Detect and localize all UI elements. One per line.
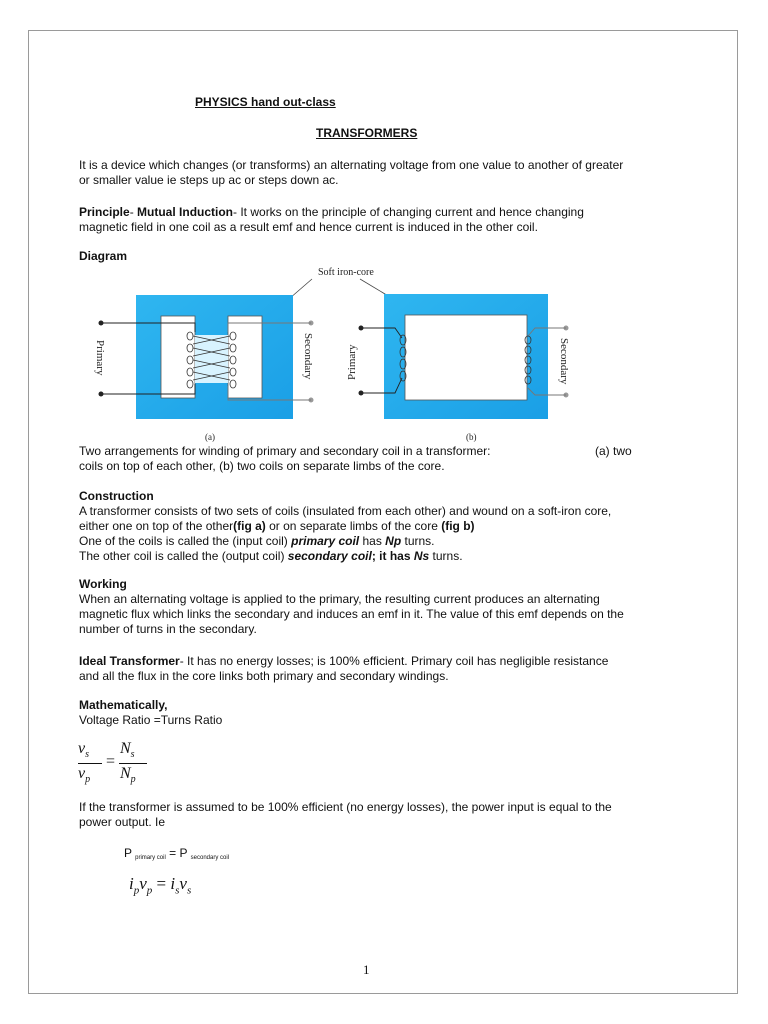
math-subheading: Voltage Ratio =Turns Ratio (79, 713, 223, 727)
ideal-line: and all the flux in the core links both primary and secondary windings. (79, 669, 449, 683)
ideal-label: Ideal Transformer (79, 654, 180, 668)
power-equation: P primary coil = P secondary coil (124, 846, 230, 861)
caption-text-right: (a) two (595, 444, 632, 458)
current-voltage-equation: $i_pv_p = i_sv_s$ (129, 874, 192, 897)
principle-text: - It works on the principle of changing current and hence changing (233, 205, 584, 219)
power-line: If the transformer is assumed to be 100% efficient (no energy losses), the power input is equal to the (79, 800, 612, 814)
working-section (79, 577, 659, 637)
window-b (405, 315, 527, 400)
working-heading: Working (79, 577, 127, 591)
core-label: Soft iron-core (318, 267, 374, 278)
math-heading: Mathematically, (79, 698, 168, 712)
figure-a (94, 295, 314, 442)
page-heading: TRANSFORMERS (316, 126, 418, 140)
working-line: When an alternating voltage is applied to the primary, the resulting current produces an alternating (79, 592, 600, 606)
ideal-transformer-section (79, 654, 659, 684)
construction-heading: Construction (79, 489, 154, 503)
working-line: number of turns in the secondary. (79, 622, 257, 636)
diagram-heading: Diagram (79, 249, 128, 263)
caption-text: Two arrangements for winding of primary and secondary coil in a transformer: (79, 444, 491, 458)
secondary-label-a: Secondary (302, 333, 314, 380)
principle-sep: - (129, 205, 138, 219)
principle-label: Principle (79, 205, 130, 219)
window-a-left (161, 316, 195, 398)
document-title: PHYSICS hand out-class (195, 95, 336, 109)
ideal-text: - It has no energy losses; is 100% efficient. Primary coil has negligible resistance (179, 654, 609, 668)
power-paragraph (79, 800, 659, 830)
page-number: 1 (363, 962, 370, 977)
caption-line: coils on top of each other, (b) two coils on separate limbs of the core. (79, 459, 445, 473)
primary-label-b: Primary (346, 344, 358, 380)
secondary-label-b: Secondary (558, 338, 570, 385)
principle-name: Mutual Induction (137, 205, 234, 219)
fig-b-caption: (b) (466, 432, 477, 442)
fig-a-caption: (a) (205, 432, 215, 442)
working-line: magnetic flux which links the secondary and induces an emf in it. The value of this emf depends on the (79, 607, 624, 621)
figure-b (346, 294, 570, 442)
primary-label-a: Primary (94, 340, 106, 376)
diagram-caption (79, 444, 649, 474)
intro-line: or smaller value ie steps up ac or steps down ac. (79, 173, 339, 187)
window-a-right (228, 316, 262, 398)
principle-line: magnetic field in one coil as a result emf and hence current is induced in the other coil. (79, 220, 538, 234)
intro-line: It is a device which changes (or transforms) an alternating voltage from one value to another of greater (79, 158, 624, 172)
construction-section: Construction A transformer consists of two sets of coils (insulated from each other) and wound on a soft-iron core, either one on top of the other(fig a) or on separate limbs of the core (fig b) One of the coils is called the (input coil) primary coil has Np turns. The other coil is called the (output coil) secondary coil; it has Ns turns. (79, 489, 659, 564)
math-section (79, 698, 659, 728)
power-line: power output. Ie (79, 815, 166, 829)
transformer-diagram (0, 0, 768, 460)
construction-line: A transformer consists of two sets of coils (insulated from each other) and wound on a soft-iron core, (79, 504, 612, 518)
